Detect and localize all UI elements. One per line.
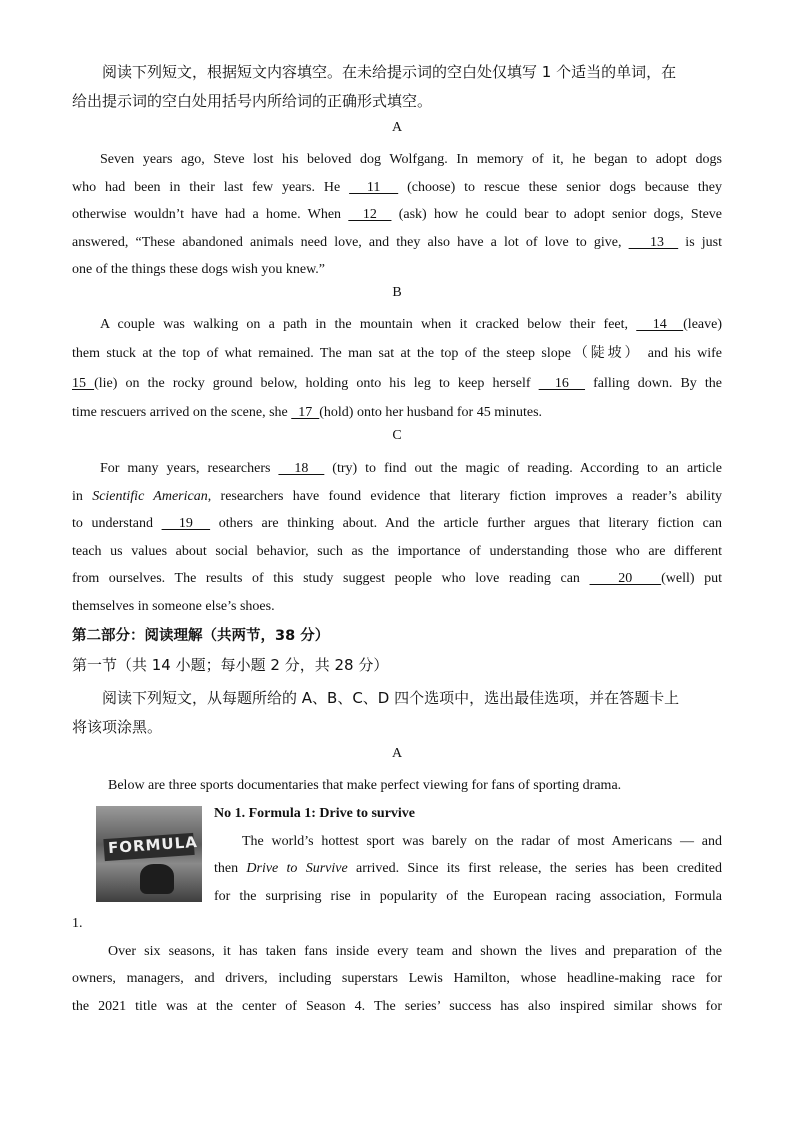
passage-line	[72, 174, 722, 202]
journal-title: Scientific American	[92, 488, 208, 504]
documentary-thumbnail	[96, 806, 202, 902]
show-title: Drive to Survive	[246, 861, 348, 877]
item-1-block	[214, 800, 722, 910]
text: is just	[678, 234, 722, 250]
thumbnail-figure	[140, 864, 174, 894]
blank-13[interactable]: 13	[628, 234, 679, 250]
blank-18[interactable]: 18	[278, 461, 325, 476]
blank-11[interactable]: 11	[349, 179, 399, 195]
text: Seven years ago, Steve lost his beloved dog Wolfgang. In memory of it, he began to adopt dogs	[100, 152, 722, 167]
text: 1.	[72, 916, 83, 931]
text: answered, “These abandoned animals need love, and they also have a lot of love to give,	[72, 234, 629, 250]
text: Below are three sports documentaries that make perfect viewing for fans of sporting drama.	[108, 778, 622, 793]
passage-line	[72, 339, 722, 369]
text: then	[214, 861, 247, 877]
text: (lie) on the rocky ground below, holding onto his leg to keep herself	[94, 375, 539, 391]
passage-line	[72, 455, 722, 483]
section-one-heading: 第一节（共 14 小题；每小题 2 分，共 28 分）	[72, 656, 389, 674]
instruction-line: 将该项涂黑。	[72, 718, 163, 736]
text: Over six seasons, it has taken fans inside every team and shown the lives and preparation of the	[108, 943, 722, 959]
blank-15[interactable]: 15	[72, 375, 95, 391]
passage-line	[72, 565, 722, 593]
passage-line	[72, 510, 722, 538]
text: otherwise wouldn’t have had a home. When	[72, 207, 349, 223]
passage-line	[72, 483, 722, 511]
text: for the surprising rise in popularity of the European racing association, Formula	[214, 888, 722, 904]
cloze-instructions	[72, 58, 722, 116]
text: themselves in someone else’s shoes.	[72, 598, 275, 614]
text: to understand	[72, 516, 162, 532]
section-b-label: B	[392, 285, 402, 300]
reading-a-intro	[72, 772, 722, 800]
reading-a-label: A	[391, 746, 403, 761]
blank-20[interactable]: 20	[589, 571, 662, 587]
text: in	[72, 488, 93, 504]
passage-line	[72, 593, 722, 621]
blank-12[interactable]: 12	[348, 207, 392, 223]
section-a-label: A	[391, 120, 403, 135]
item-line	[72, 910, 722, 938]
text: the 2021 title was at the center of Season 4. The series’ success has also inspired similar shows for	[72, 998, 722, 1014]
text: teach us values about social behavior, such as the importance of understanding those who are different	[72, 543, 722, 559]
blank-14[interactable]: 14	[636, 317, 684, 332]
passage-line	[72, 201, 722, 229]
text: time rescuers arrived on the scene, she	[72, 404, 292, 420]
passage-c	[72, 455, 722, 621]
text: , researchers have found evidence that literary fiction improves a reader’s ability	[207, 488, 723, 504]
text: them stuck at the top of what remained. The man sat at the top of the steep slope（陡坡） and his wife	[72, 345, 722, 361]
text: The world’s hottest sport was barely on the radar of most Americans — and	[242, 833, 722, 849]
text: A couple was walking on a path in the mountain when it cracked below their feet,	[100, 317, 637, 332]
blank-16[interactable]: 16	[538, 375, 586, 391]
passage-line	[72, 369, 722, 399]
instruction-line: 阅读下列短文，从每题所给的 A、B、C、D 四个选项中，选出最佳选项，并在答题卡上	[102, 689, 680, 707]
item-line	[72, 993, 722, 1021]
item-line	[72, 965, 722, 993]
passage-a	[72, 146, 722, 284]
text: (leave)	[683, 317, 722, 332]
text: owners, managers, and drivers, including superstars Lewis Hamilton, whose headline-making race for	[72, 971, 722, 987]
item-line	[214, 883, 722, 911]
passage-line	[72, 311, 722, 339]
reading-instructions	[72, 684, 722, 742]
text: one of the things these dogs wish you knew.”	[72, 262, 325, 278]
text: For many years, researchers	[100, 461, 279, 476]
text: (try) to find out the magic of reading. According to an article	[324, 461, 722, 476]
text: others are thinking about. And the article further argues that literary fiction can	[210, 516, 722, 532]
item-line	[214, 828, 722, 856]
passage-line	[72, 399, 722, 427]
text: who had been in their last few years. He	[72, 179, 350, 195]
passage-line	[72, 256, 722, 284]
text: (choose) to rescue these senior dogs because they	[398, 179, 723, 195]
item-line	[72, 938, 722, 966]
text: (well) put	[661, 571, 723, 587]
blank-17[interactable]: 17	[291, 404, 320, 420]
thumbnail-sign-text: FORMULA	[107, 832, 199, 858]
passage-line	[72, 229, 722, 257]
passage-b	[72, 311, 722, 426]
section-c-label: C	[392, 428, 402, 443]
instruction-line: 给出提示词的空白处用括号内所给词的正确形式填空。	[72, 92, 433, 110]
instruction-line: 阅读下列短文，根据短文内容填空。在未给提示词的空白处仅填写 1 个适当的单词，在	[102, 63, 677, 81]
text: from ourselves. The results of this study suggest people who love reading can	[72, 571, 590, 587]
text: No 1. Formula 1: Drive to survive	[214, 806, 416, 821]
part-two-heading: 第二部分：阅读理解（共两节，38 分）	[72, 628, 330, 644]
text: (hold) onto her husband for 45 minutes.	[319, 404, 543, 420]
item-line	[214, 855, 722, 883]
text: arrived. Since its first release, the series has been credited	[347, 861, 722, 877]
blank-19[interactable]: 19	[161, 516, 211, 532]
item-1-continued	[72, 910, 722, 1020]
item-1-title	[214, 800, 722, 828]
text: (ask) how he could bear to adopt senior dogs, Steve	[391, 207, 723, 223]
passage-line	[72, 538, 722, 566]
text: falling down. By the	[585, 375, 723, 391]
passage-line	[72, 146, 722, 174]
